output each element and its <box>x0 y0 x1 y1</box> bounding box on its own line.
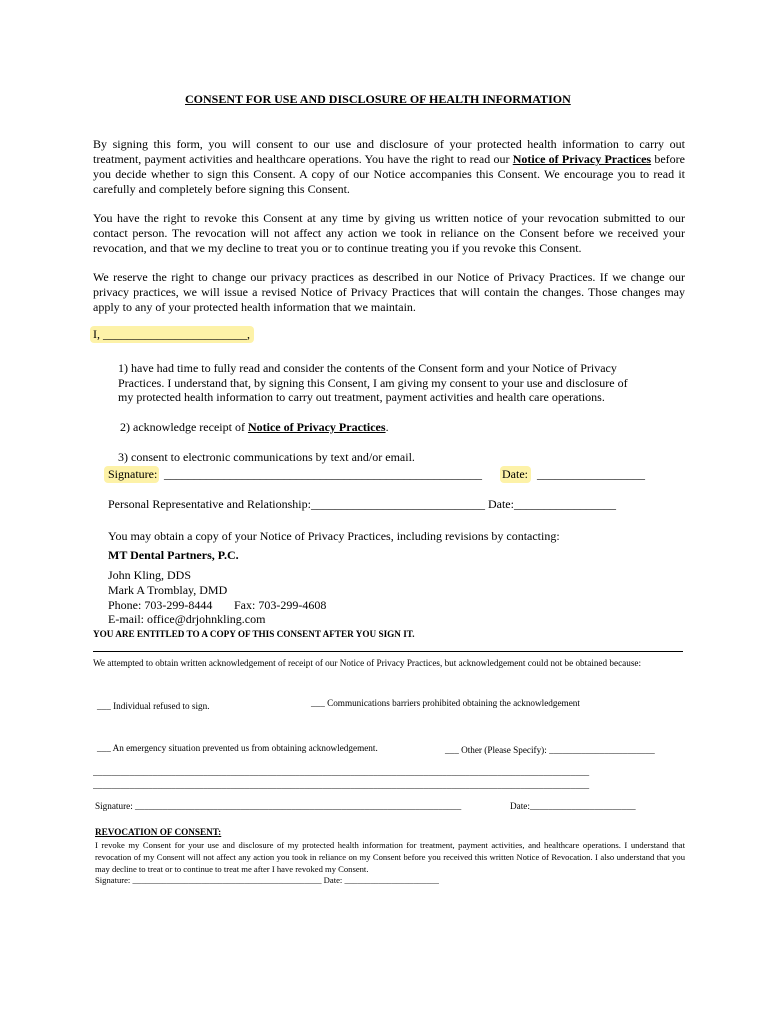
document-title: CONSENT FOR USE AND DISCLOSURE OF HEALTH INFORMATION <box>185 92 571 106</box>
revocation-rights-paragraph: You have the right to revoke this Consent at any time by giving us written notice of your revocation submitted to our contact person. The revocation will not affect any action we took in reliance on the Consent before we received your revocation, and that we my decline to treat you or to continue treating you if you revoke this Consent. <box>93 211 685 255</box>
revocation-heading: REVOCATION OF CONSENT: <box>95 827 222 837</box>
contact-doctor-2: Mark A Tromblay, DMD <box>108 583 228 597</box>
consent-item-1-line-3: my protected health information to carry out treatment, payment activities and health care operations. <box>118 390 605 404</box>
consent-item-3: 3) consent to electronic communications by text and/or email. <box>118 450 415 464</box>
revocation-signature-field[interactable]: Signature: ____________________________________________ Date: ______________________ <box>95 875 439 885</box>
contact-phone: Phone: 703-299-8444 <box>108 598 213 612</box>
patient-name-field[interactable]: I, ________________________, <box>90 326 254 343</box>
date-label: Date: <box>500 466 531 483</box>
staff-date-field[interactable]: Date:_______________________ <box>510 801 636 811</box>
entitled-copy-notice: YOU ARE ENTITLED TO A COPY OF THIS CONSENT AFTER YOU SIGN IT. <box>93 629 415 639</box>
consent-item-2: 2) acknowledge receipt of Notice of Privacy Practices. <box>120 420 389 434</box>
signature-label: Signature: <box>104 466 159 483</box>
contact-fax: Fax: 703-299-4608 <box>234 598 327 612</box>
signature-row <box>104 466 655 484</box>
notice-of-privacy-practices-link: Notice of Privacy Practices <box>512 152 652 166</box>
consent-intro-paragraph: By signing this form, you will consent to our use and disclosure of your protected health information to carry out treatment, payment activities and healthcare operations. You have the right to read our Notice of Privacy Practices before you decide whether to sign this Consent. A copy of our Notice accompanies this Consent. We encourage you to read it carefully and completely before signing this Consent. <box>93 137 685 196</box>
contact-email: E-mail: office@drjohnkling.com <box>108 612 266 626</box>
obtain-copy-text: You may obtain a copy of your Notice of Privacy Practices, including revisions by contacting: <box>108 529 560 543</box>
option-emergency-situation[interactable]: ___ An emergency situation prevented us from obtaining acknowledgement. <box>97 743 378 753</box>
option-individual-refused[interactable]: ___ Individual refused to sign. <box>97 701 210 711</box>
specify-blank-line-2[interactable]: ____________________________________________________________________________________________________________ <box>93 780 590 790</box>
date-field[interactable]: __________________ <box>537 467 645 481</box>
section-divider <box>93 651 683 652</box>
option-communication-barriers[interactable]: ___ Communications barriers prohibited obtaining the acknowledgement <box>311 698 580 708</box>
staff-signature-field[interactable]: Signature: _______________________________________________________________________ <box>95 801 462 811</box>
practice-name: MT Dental Partners, P.C. <box>108 548 239 562</box>
specify-blank-line-1[interactable]: ____________________________________________________________________________________________________________ <box>93 767 590 777</box>
acknowledgement-attempt-text: We attempted to obtain written acknowledgement of receipt of our Notice of Privacy Practices, but acknowledgement could not be obtained because: <box>93 658 642 668</box>
consent-item-1-line-2: Practices. I understand that, by signing this Consent, I am giving my consent to your use and disclosure of <box>118 376 628 390</box>
signature-field[interactable]: _____________________________________________________ <box>164 467 482 481</box>
contact-doctor-1: John Kling, DDS <box>108 568 192 582</box>
revocation-text: I revoke my Consent for your use and disclosure of my protected health information for treatment, payment activities, and healthcare operations. I understand that revocation of my Consent will not affect any action you took in reliance on my Consent before you received this written Notice of Revocation. I also understand that you may decline to treat or to continue to treat me after I have revoked my Consent. <box>95 840 685 874</box>
personal-representative-field[interactable]: Personal Representative and Relationship:_____________________________ Date:_________________ <box>108 497 616 511</box>
consent-item-1-line-1: 1) have had time to fully read and consider the contents of the Consent form and your Notice of Privacy <box>118 361 617 375</box>
option-other-specify[interactable]: ___ Other (Please Specify): _______________________ <box>445 745 655 755</box>
privacy-changes-paragraph: We reserve the right to change our privacy practices as described in our Notice of Privacy Practices. If we change our privacy practices, we will issue a revised Notice of Privacy Practices that will contain the changes. Those changes may apply to any of your protected health information that we maintain. <box>93 270 685 314</box>
